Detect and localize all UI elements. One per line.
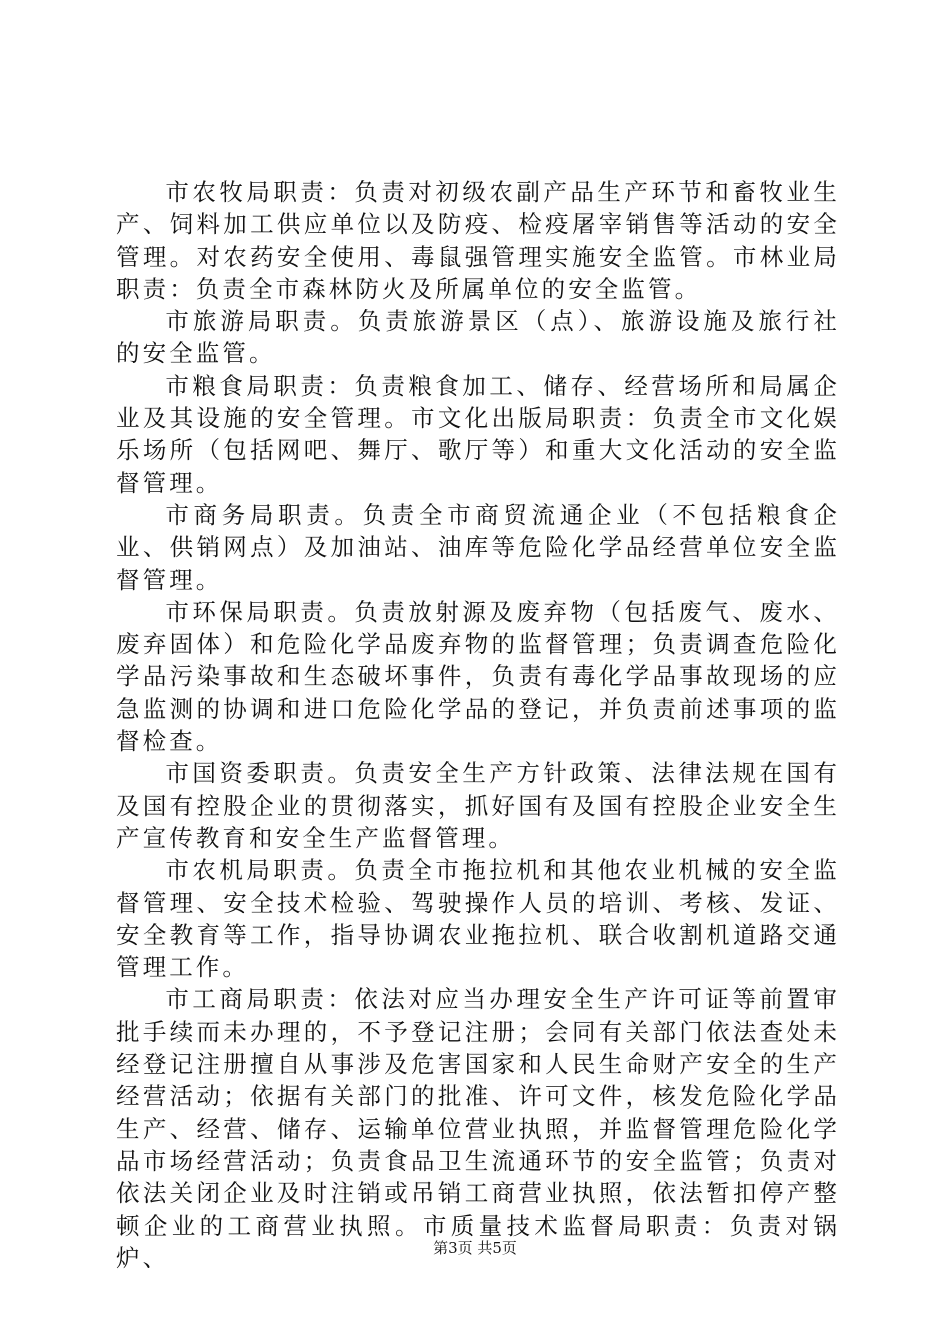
paragraph-grain-culture: 市粮食局职责：负责粮食加工、储存、经营场所和局属企业及其设施的安全管理。市文化出版局职责：负责全市文化娱乐场所（包括网吧、舞厅、歌厅等）和重大文化活动的安全监督管理。: [116, 371, 840, 497]
paragraph-commerce: 市商务局职责。负责全市商贸流通企业（不包括粮食企业、供销网点）及加油站、油库等危险化学品经营单位安全监督管理。: [116, 500, 840, 594]
paragraph-tourism: 市旅游局职责。负责旅游景区（点）、旅游设施及旅行社的安全监管。: [116, 307, 840, 368]
paragraph-agriculture-forestry: 市农牧局职责：负责对初级农副产品生产环节和畜牧业生产、饲料加工供应单位以及防疫、检疫屠宰销售等活动的安全管理。对农药安全使用、毒鼠强管理实施安全监管。市林业局职责：负责全市森林防火及所属单位的安全监管。: [116, 178, 840, 303]
page-footer: 第3页 共5页: [433, 1239, 517, 1257]
document-body: [116, 176, 840, 1274]
paragraph-industry-commerce-quality: 市工商局职责：依法对应当办理安全生产许可证等前置审批手续而未办理的，不予登记注册；会同有关部门依法查处未经登记注册擅自从事涉及危害国家和人民生命财产安全的生产经营活动；依据有关部门的批准、许可文件，核发危险化学品生产、经营、储存、运输单位营业执照，并监督管理危险化学品市场经营活动；负责食品卫生流通环节的安全监管；负责对依法关闭企业及时注销或吊销工商营业执照，依法暂扣停产整顿企业的工商营业执照。市质量技术监督局职责：负责对锅炉、: [116, 985, 840, 1272]
paragraph-environment: 市环保局职责。负责放射源及废弃物（包括废气、废水、废弃固体）和危险化学品废弃物的监督管理；负责调查危险化学品污染事故和生态破坏事件，负责有毒化学品事故现场的应急监测的协调和进口危险化学品的登记，并负责前述事项的监督检查。: [116, 597, 840, 756]
paragraph-state-assets: 市国资委职责。负责安全生产方针政策、法律法规在国有及国有控股企业的贯彻落实，抓好国有及国有控股企业安全生产宣传教育和安全生产监督管理。: [116, 759, 840, 852]
paragraph-agricultural-machinery: 市农机局职责。负责全市拖拉机和其他农业机械的安全监督管理、安全技术检验、驾驶操作人员的培训、考核、发证、安全教育等工作，指导协调农业拖拉机、联合收割机道路交通管理工作。: [116, 856, 840, 982]
